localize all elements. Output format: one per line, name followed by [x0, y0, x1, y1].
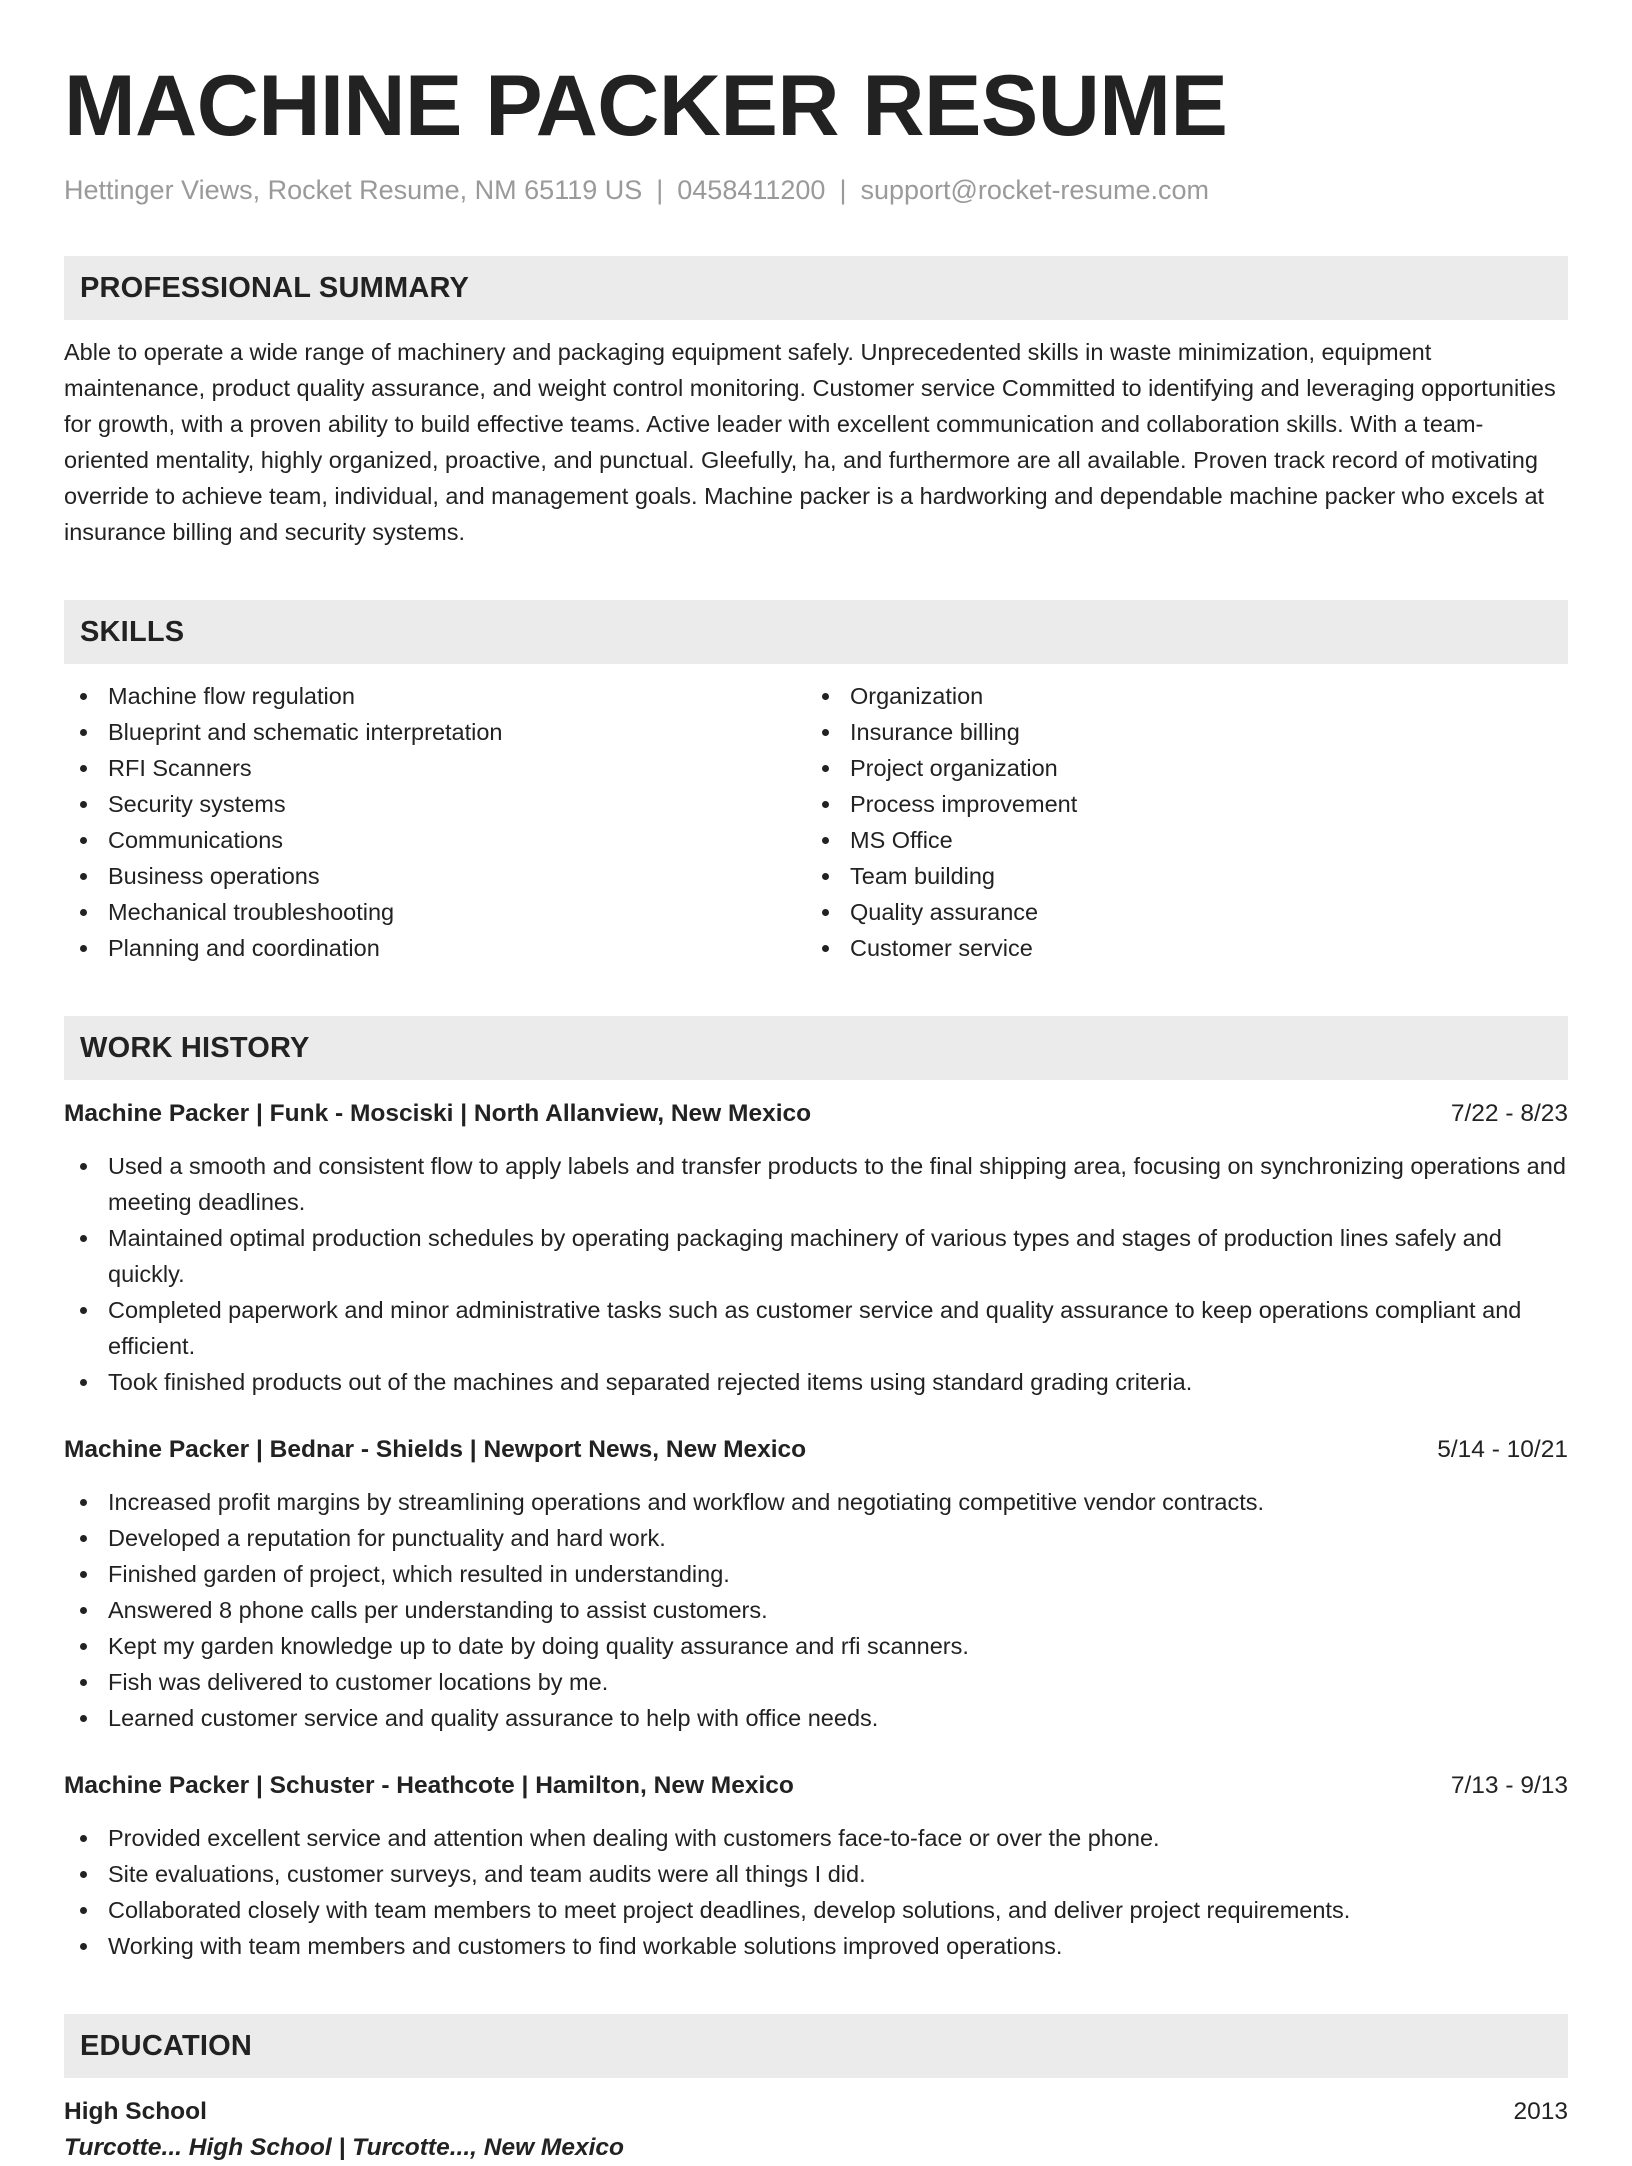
- skill-item: Mechanical troubleshooting: [64, 894, 806, 930]
- section-header-work-history: WORK HISTORY: [64, 1016, 1568, 1080]
- summary-text: Able to operate a wide range of machinery and packaging equipment safely. Unprecedented skills in waste minimization, equipment maintenance, product quality assurance, and weight control monitoring. Customer service Committed to identifying and leveraging opportunities for growth, with a proven ability to build effective teams. Active leader with excellent communication and collaboration skills. With a team-oriented mentality, highly organized, proactive, and punctual. Gleefully, ha, and furthermore are all available. Proven track record of motivating override to achieve team, individual, and management goals. Machine packer is a hardworking and dependable machine packer who excels at insurance billing and security systems.: [64, 339, 1556, 545]
- job-header: [64, 1096, 1568, 1132]
- skill-item: Planning and coordination: [64, 930, 806, 966]
- skill-item: Team building: [806, 858, 1548, 894]
- job-dates: 7/22 - 8/23: [1450, 1100, 1568, 1127]
- skill-item: Communications: [64, 822, 806, 858]
- skill-item: Blueprint and schematic interpretation: [64, 714, 806, 750]
- education-degree: High School: [64, 2098, 207, 2125]
- job-dates: 5/14 - 10/21: [1437, 1436, 1568, 1463]
- job-dates: 7/13 - 9/13: [1450, 1772, 1568, 1799]
- education-school: Turcotte... High School | Turcotte..., New Mexico: [64, 2134, 624, 2161]
- section-header-education: EDUCATION: [64, 2014, 1568, 2078]
- skill-item: Process improvement: [806, 786, 1548, 822]
- job-bullet: Fish was delivered to customer locations by me.: [64, 1664, 1568, 1700]
- education-year: 2013: [1513, 2098, 1568, 2125]
- job-bullets: [64, 1484, 1568, 1736]
- skills-list: [64, 678, 1568, 966]
- resume-title: MACHINE PACKER RESUME: [64, 58, 1228, 154]
- job-bullet: Learned customer service and quality assurance to help with office needs.: [64, 1700, 1568, 1736]
- job-bullet: Increased profit margins by streamlining operations and workflow and negotiating competitive vendor contracts.: [64, 1484, 1568, 1520]
- job-entry: [64, 1096, 1568, 1400]
- job-bullet: Kept my garden knowledge up to date by doing quality assurance and rfi scanners.: [64, 1628, 1568, 1664]
- skills-column-left: [64, 678, 806, 966]
- job-bullet: Completed paperwork and minor administrative tasks such as customer service and quality assurance to keep operations compliant and efficient.: [64, 1292, 1568, 1364]
- section-header-skills: SKILLS: [64, 600, 1568, 664]
- job-bullet: Provided excellent service and attention when dealing with customers face-to-face or over the phone.: [64, 1820, 1568, 1856]
- job-bullet: Finished garden of project, which resulted in understanding.: [64, 1556, 1568, 1592]
- skill-item: Quality assurance: [806, 894, 1548, 930]
- skill-item: Business operations: [64, 858, 806, 894]
- job-bullet: Working with team members and customers to find workable solutions improved operations.: [64, 1928, 1568, 1964]
- skill-item: Security systems: [64, 786, 806, 822]
- job-bullet: Answered 8 phone calls per understanding to assist customers.: [64, 1592, 1568, 1628]
- job-bullet: Developed a reputation for punctuality and hard work.: [64, 1520, 1568, 1556]
- section-header-summary: PROFESSIONAL SUMMARY: [64, 256, 1568, 320]
- job-bullet: Maintained optimal production schedules by operating packaging machinery of various types and stages of production lines safely and quickly.: [64, 1220, 1568, 1292]
- job-bullets: [64, 1820, 1568, 1964]
- job-title: Machine Packer | Bednar - Shields | Newport News, New Mexico: [64, 1436, 807, 1463]
- skill-item: Organization: [806, 678, 1548, 714]
- contact-phone: 0458411200: [677, 175, 826, 205]
- contact-line: [64, 174, 1568, 206]
- education-header: [64, 2094, 1568, 2130]
- skill-item: MS Office: [806, 822, 1548, 858]
- contact-email[interactable]: support@rocket-resume.com: [860, 175, 1209, 205]
- skill-item: Project organization: [806, 750, 1548, 786]
- skill-item: Customer service: [806, 930, 1548, 966]
- skill-item: Machine flow regulation: [64, 678, 806, 714]
- job-header: [64, 1432, 1568, 1468]
- job-title: Machine Packer | Funk - Mosciski | North Allanview, New Mexico: [64, 1100, 812, 1127]
- contact-address: Hettinger Views, Rocket Resume, NM 65119 US: [64, 175, 643, 205]
- job-entry: [64, 1768, 1568, 1964]
- contact-separator: |: [656, 175, 664, 205]
- job-bullet: Collaborated closely with team members to meet project deadlines, develop solutions, and deliver project requirements.: [64, 1892, 1568, 1928]
- skill-item: RFI Scanners: [64, 750, 806, 786]
- job-title: Machine Packer | Schuster - Heathcote | Hamilton, New Mexico: [64, 1772, 794, 1799]
- job-bullet: Took finished products out of the machines and separated rejected items using standard grading criteria.: [64, 1364, 1568, 1400]
- job-entry: [64, 1432, 1568, 1736]
- job-header: [64, 1768, 1568, 1804]
- job-bullet: Used a smooth and consistent flow to apply labels and transfer products to the final shipping area, focusing on synchronizing operations and meeting deadlines.: [64, 1148, 1568, 1220]
- job-bullet: Site evaluations, customer surveys, and team audits were all things I did.: [64, 1856, 1568, 1892]
- contact-separator: |: [839, 175, 847, 205]
- job-bullets: [64, 1148, 1568, 1400]
- skill-item: Insurance billing: [806, 714, 1548, 750]
- skills-column-right: [806, 678, 1548, 966]
